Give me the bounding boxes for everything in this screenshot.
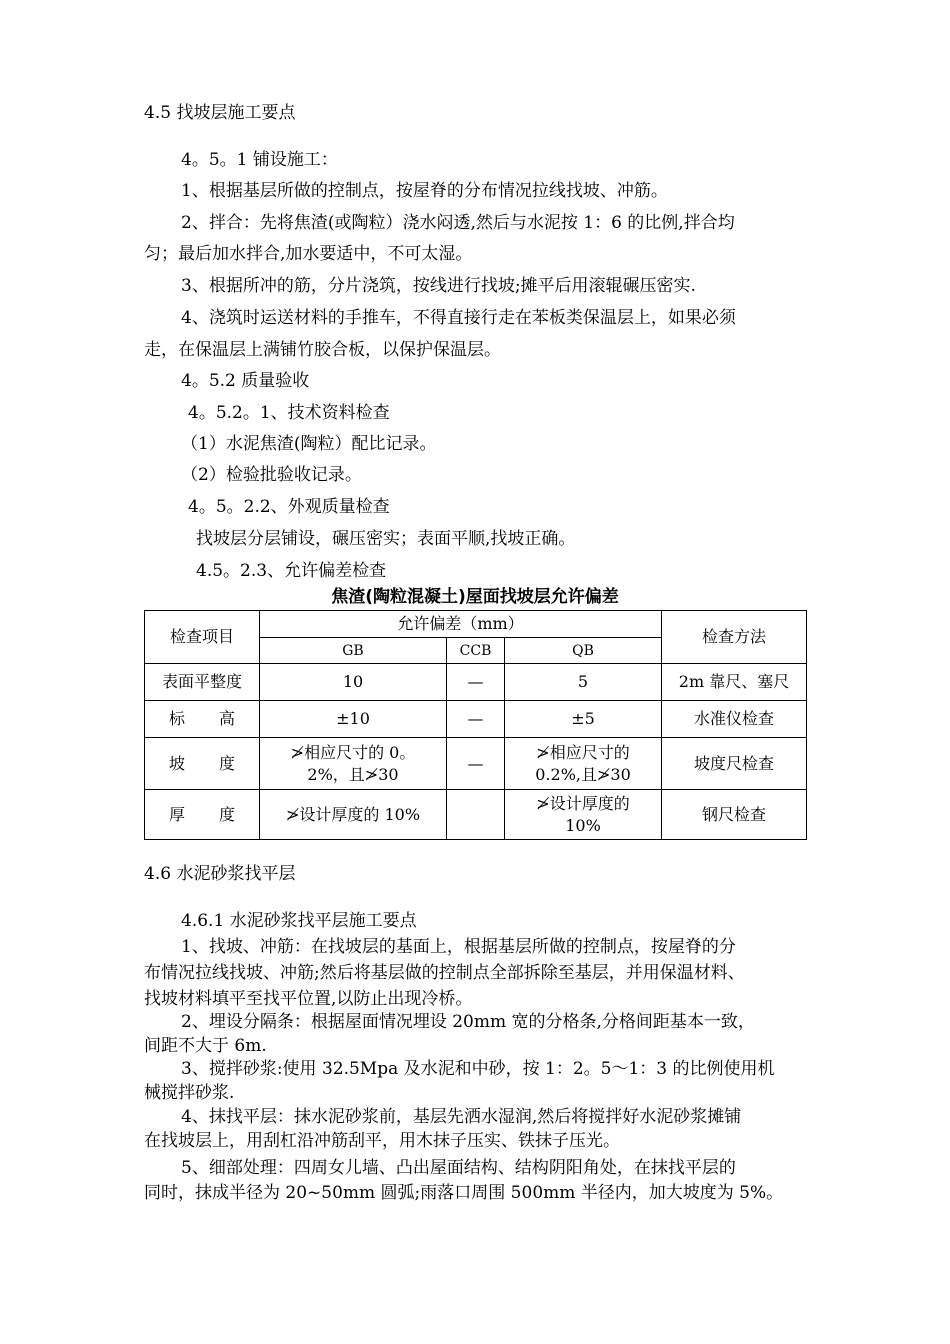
table-cell (505, 790, 662, 840)
subsection-4-5-2: 4。5.2 质量验收 (181, 371, 310, 391)
header-cell: CCB (447, 638, 505, 664)
paragraph: 3、搅拌砂浆:使用 32.5Mpa 及水泥和中砂，按 1：2。5～1：3 的比例使用机 (181, 1059, 775, 1079)
paragraph: 2、埋设分隔条：根据屋面情况埋设 20mm 宽的分格条,分格间距基本一致， (181, 1012, 755, 1032)
header-cell: 检查方法 (662, 611, 807, 664)
cell-text: 坡 (169, 753, 186, 773)
paragraph: 4、浇筑时运送材料的手推车，不得直接行走在苯板类保温层上，如果必须 (181, 308, 736, 328)
paragraph: 找坡材料填平至找平位置,以防止出现冷桥。 (144, 989, 473, 1009)
section-4-6-heading: 4.6 水泥砂浆找平层 (144, 864, 296, 884)
section-4-5-heading: 4.5 找坡层施工要点 (144, 103, 296, 123)
paragraph: 1、根据基层所做的控制点，按屋脊的分布情况拉线找坡、冲筋。 (181, 181, 668, 201)
paragraph: 走，在保温层上满铺竹胶合板，以保护保温层。 (144, 340, 501, 360)
table-header-row (145, 611, 807, 638)
table-cell: 钢尺检查 (662, 790, 807, 840)
subsection-4-5-2-2: 4。5。2.2、外观质量检查 (188, 497, 390, 517)
cell-text: 10% (565, 815, 601, 835)
cell-text: 度 (218, 804, 235, 824)
cell-text: 度 (218, 753, 235, 773)
table-cell: 坡度尺检查 (662, 738, 807, 790)
table-cell: ±10 (260, 701, 447, 738)
subsection-4-6-1: 4.6.1 水泥砂浆找平层施工要点 (181, 911, 417, 931)
table-row (145, 790, 807, 840)
paragraph: 5、细部处理：四周女儿墙、凸出屋面结构、结构阴阳角处，在抹找平层的 (181, 1158, 736, 1178)
cell-text: 高 (218, 709, 235, 728)
table-cell (145, 701, 260, 738)
subsection-4-5-2-1: 4。5.2。1、技术资料检查 (188, 403, 390, 423)
deviation-table (144, 610, 807, 840)
header-cell: 允许偏差（mm） (260, 611, 662, 638)
paragraph: 1、找坡、冲筋：在找坡层的基面上，根据基层所做的控制点，按屋脊的分 (181, 937, 736, 957)
paragraph: 间距不大于 6m. (144, 1036, 267, 1056)
table-cell: 5 (505, 664, 662, 701)
paragraph: 找坡层分层铺设，碾压密实；表面平顺,找坡正确。 (196, 529, 576, 549)
header-cell: 检查项目 (145, 611, 260, 664)
paragraph: 4、抹找平层：抹水泥砂浆前，基层先洒水湿润,然后将搅拌好水泥砂浆摊铺 (181, 1107, 742, 1127)
subsection-4-5-1: 4。5。1 铺设施工： (181, 150, 338, 170)
paragraph: 在找坡层上，用刮杠沿冲筋刮平，用木抹子压实、铁抹子压光。 (144, 1131, 620, 1151)
table-cell (447, 790, 505, 840)
table-cell: ±5 (505, 701, 662, 738)
cell-text: 0.2%,且≯30 (535, 764, 631, 784)
subsection-4-5-2-3: 4.5。2.3、允许偏差检查 (196, 561, 387, 581)
table-cell: 表面平整度 (145, 664, 260, 701)
table-cell: — (447, 701, 505, 738)
paragraph: 布情况拉线找坡、冲筋;然后将基层做的控制点全部拆除至基层，并用保温材料、 (144, 963, 745, 983)
table-row (145, 701, 807, 738)
table-cell: ≯设计厚度的 10% (260, 790, 447, 840)
table-cell: — (447, 664, 505, 701)
cell-text: ≯相应尺寸的 0。 (290, 742, 416, 762)
check-item: （2）检验批验收记录。 (181, 465, 362, 485)
table-cell: 水准仪检查 (662, 701, 807, 738)
paragraph: 3、根据所冲的筋，分片浇筑，按线进行找坡;摊平后用滚辊碾压密实. (181, 276, 696, 296)
header-cell: GB (260, 638, 447, 664)
header-cell: QB (505, 638, 662, 664)
table-cell: 2m 靠尺、塞尺 (662, 664, 807, 701)
paragraph: 同时，抹成半径为 20~50mm 圆弧;雨落口周围 500mm 半径内，加大坡度为 5%。 (144, 1183, 784, 1203)
table-cell (145, 738, 260, 790)
paragraph: 2、拌合：先将焦渣(或陶粒）浇水闷透,然后与水泥按 1：6 的比例,拌合均 (181, 213, 735, 233)
table-cell: — (447, 738, 505, 790)
table-cell (505, 738, 662, 790)
check-item: （1）水泥焦渣(陶粒）配比记录。 (181, 434, 437, 454)
paragraph: 械搅拌砂浆. (144, 1083, 235, 1103)
table-cell (260, 738, 447, 790)
cell-text: 厚 (169, 804, 186, 824)
table-cell: 10 (260, 664, 447, 701)
table-row (145, 738, 807, 790)
paragraph: 匀；最后加水拌合,加水要适中，不可太湿。 (144, 244, 473, 264)
table-title: 焦渣(陶粒混凝土)屋面找坡层允许偏差 (331, 587, 619, 607)
table-row (145, 664, 807, 701)
table-cell (145, 790, 260, 840)
cell-text: 2%，且≯30 (307, 764, 399, 784)
cell-text: ≯相应尺寸的 (536, 742, 630, 762)
cell-text: ≯设计厚度的 (536, 793, 630, 813)
cell-text: 标 (169, 709, 186, 728)
